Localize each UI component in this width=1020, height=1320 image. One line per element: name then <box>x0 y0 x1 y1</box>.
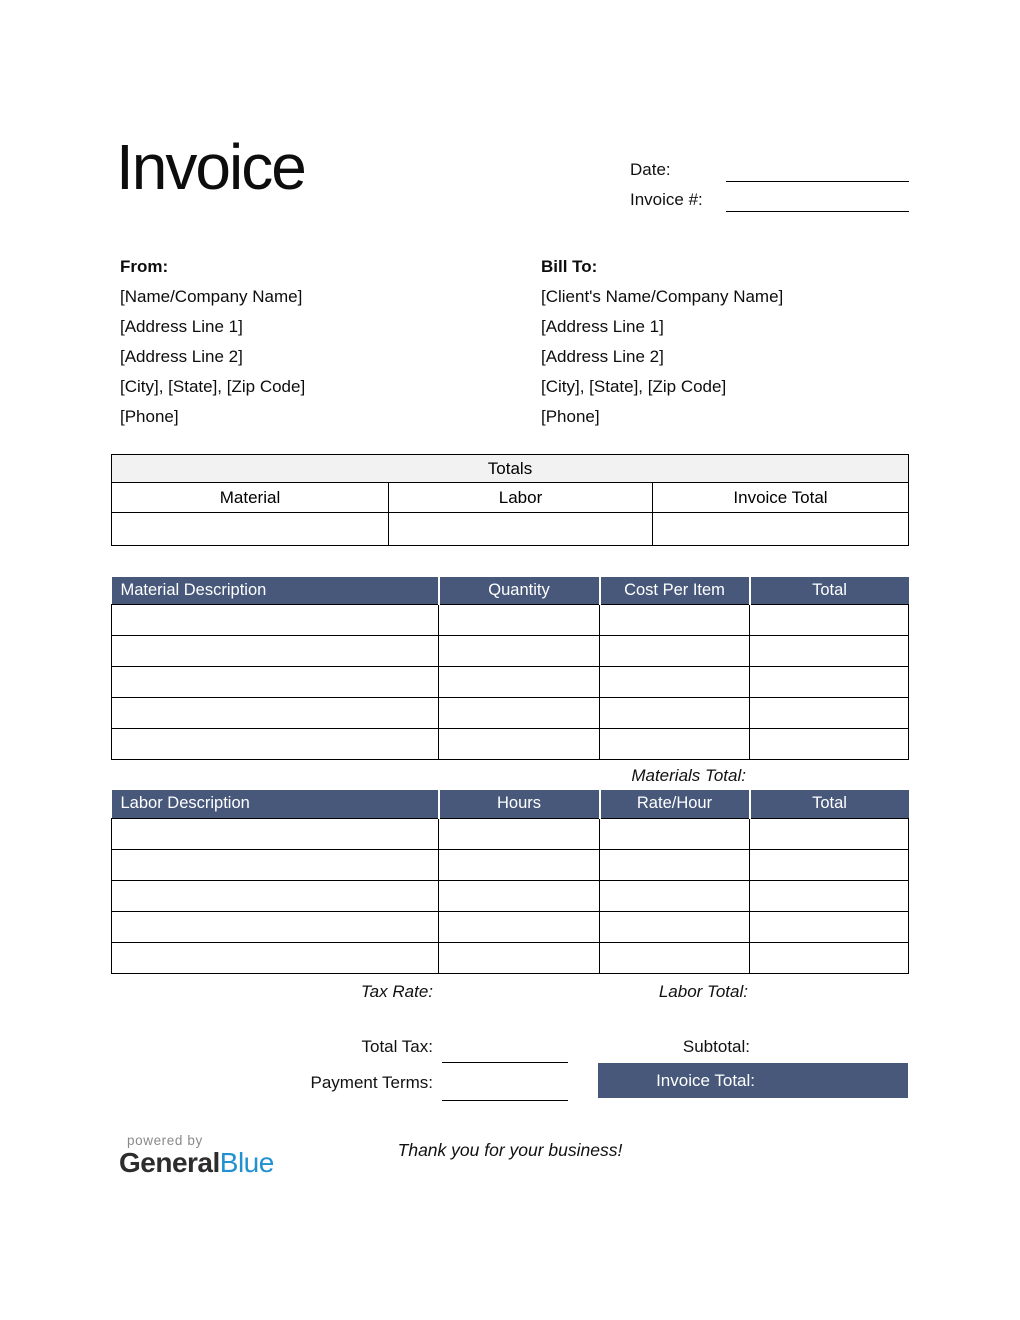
materials-cell[interactable] <box>439 635 600 666</box>
materials-cell[interactable] <box>750 697 909 728</box>
materials-cell[interactable] <box>600 635 750 666</box>
totals-header-invoice-total: Invoice Total <box>653 483 909 513</box>
materials-row <box>112 635 909 666</box>
materials-header-quantity: Quantity <box>439 577 600 604</box>
payment-terms-input-line[interactable] <box>442 1100 568 1101</box>
materials-cell[interactable] <box>439 604 600 635</box>
materials-cell[interactable] <box>750 666 909 697</box>
bill-to-section <box>541 252 783 432</box>
materials-cell[interactable] <box>112 728 439 759</box>
materials-row <box>112 666 909 697</box>
materials-cell[interactable] <box>112 666 439 697</box>
labor-cell[interactable] <box>439 942 600 973</box>
labor-cell[interactable] <box>750 818 909 849</box>
labor-cell[interactable] <box>112 849 439 880</box>
materials-cell[interactable] <box>112 635 439 666</box>
labor-cell[interactable] <box>112 818 439 849</box>
materials-cell[interactable] <box>439 697 600 728</box>
totals-labor-value-cell[interactable] <box>389 513 653 546</box>
materials-cell[interactable] <box>439 666 600 697</box>
from-phone-line: [Phone] <box>120 407 179 426</box>
labor-header-hours: Hours <box>439 790 600 818</box>
labor-header-rate-per-hour: Rate/Hour <box>600 790 750 818</box>
from-address1-line: [Address Line 1] <box>120 317 243 336</box>
materials-cell[interactable] <box>750 604 909 635</box>
labor-cell[interactable] <box>750 911 909 942</box>
invoice-number-label: Invoice #: <box>630 190 703 209</box>
totals-invoice-total-value-cell[interactable] <box>653 513 909 546</box>
from-city-line: [City], [State], [Zip Code] <box>120 377 306 396</box>
materials-row <box>112 728 909 759</box>
labor-cell[interactable] <box>439 849 600 880</box>
labor-cell[interactable] <box>600 849 750 880</box>
from-name-line: [Name/Company Name] <box>120 287 303 306</box>
materials-cell[interactable] <box>750 635 909 666</box>
materials-row <box>112 604 909 635</box>
labor-cell[interactable] <box>439 911 600 942</box>
labor-header-description: Labor Description <box>112 790 439 818</box>
date-label: Date: <box>630 160 671 179</box>
totals-header-material: Material <box>112 483 389 513</box>
bill-to-address2-line: [Address Line 2] <box>541 347 664 366</box>
materials-cell[interactable] <box>600 604 750 635</box>
labor-cell[interactable] <box>439 818 600 849</box>
labor-cell[interactable] <box>439 880 600 911</box>
materials-cell[interactable] <box>600 728 750 759</box>
materials-cell[interactable] <box>750 728 909 759</box>
page-title: Invoice <box>116 131 305 203</box>
brand-blue: Blue <box>219 1147 274 1178</box>
subtotal-label: Subtotal: <box>682 1037 750 1056</box>
labor-row <box>112 911 909 942</box>
bill-to-phone-line: [Phone] <box>541 407 600 426</box>
labor-cell[interactable] <box>600 880 750 911</box>
materials-header-description: Material Description <box>112 577 439 604</box>
brand-general: General <box>119 1147 220 1178</box>
labor-cell[interactable] <box>750 880 909 911</box>
from-address2-line: [Address Line 2] <box>120 347 243 366</box>
materials-cell[interactable] <box>112 697 439 728</box>
invoice-number-input-line[interactable] <box>726 211 909 212</box>
materials-cell[interactable] <box>112 604 439 635</box>
labor-row <box>112 818 909 849</box>
from-heading: From: <box>120 257 169 276</box>
labor-total-label: Labor Total: <box>658 982 748 1001</box>
from-section <box>120 252 305 432</box>
bill-to-city-line: [City], [State], [Zip Code] <box>541 377 727 396</box>
invoice-total-bar <box>598 1063 908 1098</box>
labor-cell[interactable] <box>600 911 750 942</box>
materials-total-label: Materials Total: <box>631 766 746 785</box>
materials-cell[interactable] <box>439 728 600 759</box>
materials-header-total: Total <box>750 577 909 604</box>
labor-cell[interactable] <box>112 880 439 911</box>
labor-cell[interactable] <box>600 818 750 849</box>
totals-table-title: Totals <box>112 455 909 483</box>
tax-rate-label: Tax Rate: <box>360 982 433 1001</box>
labor-row <box>112 849 909 880</box>
total-tax-input-line[interactable] <box>442 1062 568 1063</box>
labor-cell[interactable] <box>750 849 909 880</box>
bill-to-name-line: [Client's Name/Company Name] <box>541 287 784 306</box>
materials-cell[interactable] <box>600 697 750 728</box>
materials-header-cost-per-item: Cost Per Item <box>600 577 750 604</box>
labor-row <box>112 880 909 911</box>
labor-cell[interactable] <box>112 942 439 973</box>
bill-to-address1-line: [Address Line 1] <box>541 317 664 336</box>
totals-header-labor: Labor <box>389 483 653 513</box>
bill-to-heading: Bill To: <box>541 257 598 276</box>
powered-by-text: powered by <box>127 1133 203 1148</box>
labor-cell[interactable] <box>600 942 750 973</box>
materials-cell[interactable] <box>600 666 750 697</box>
labor-row <box>112 942 909 973</box>
materials-table <box>111 577 909 760</box>
totals-material-value-cell[interactable] <box>112 513 389 546</box>
labor-cell[interactable] <box>112 911 439 942</box>
total-tax-label: Total Tax: <box>361 1037 433 1056</box>
totals-table <box>111 454 909 546</box>
date-input-line[interactable] <box>726 181 909 182</box>
labor-table <box>111 790 909 974</box>
payment-terms-label: Payment Terms: <box>310 1073 433 1092</box>
thank-you-message: Thank you for your business! <box>397 1140 623 1160</box>
labor-cell[interactable] <box>750 942 909 973</box>
labor-header-total: Total <box>750 790 909 818</box>
materials-row <box>112 697 909 728</box>
invoice-total-label: Invoice Total: <box>656 1070 755 1090</box>
